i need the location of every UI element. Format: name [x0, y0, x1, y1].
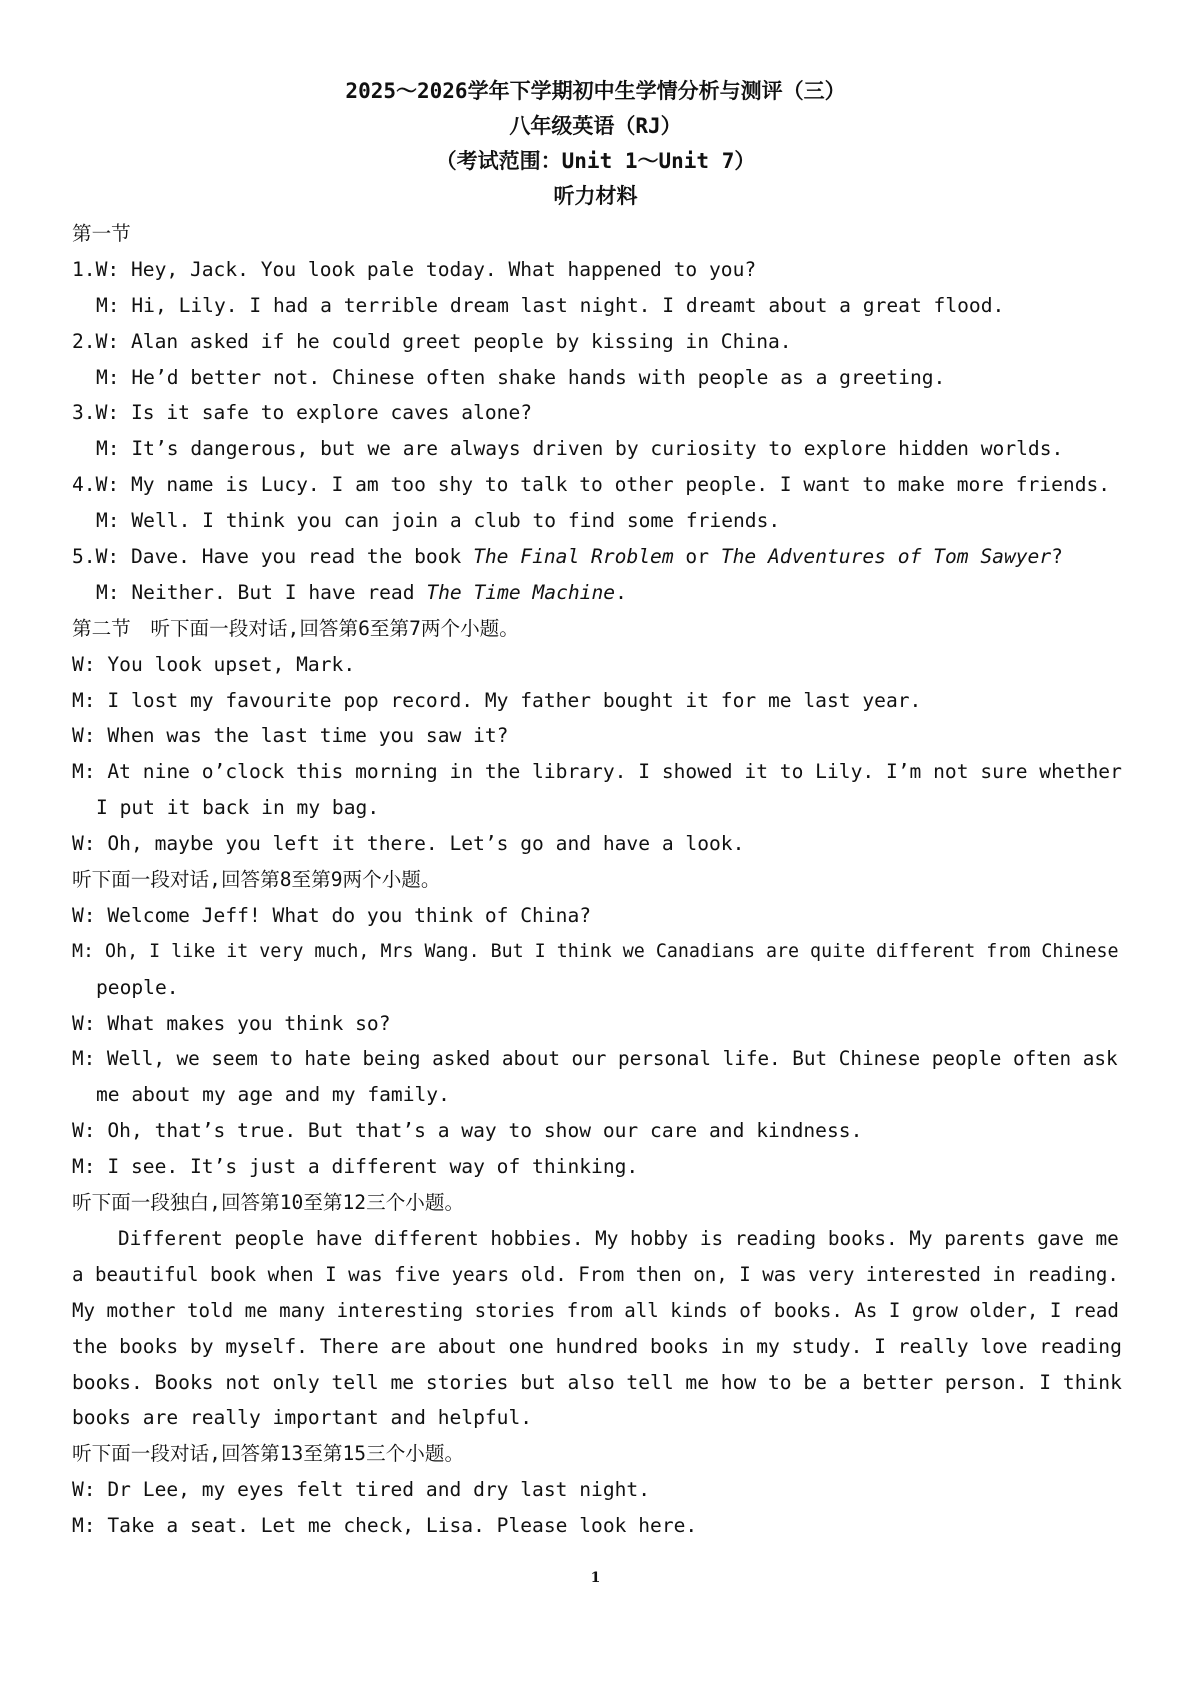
dialog-line: W: Oh, maybe you left it there. Let’s go and have a look. [72, 832, 745, 856]
q2-woman-line: 2.W: Alan asked if he could greet people by kissing in China. [72, 329, 792, 353]
dialog-line: M: Take a seat. Let me check, Lisa. Please look here. [72, 1514, 698, 1538]
monologue-line: books. Books not only tell me stories but also tell me how to be a better person. I think [72, 1370, 1122, 1394]
section-title: 听力材料 [553, 184, 638, 208]
dialog-line: W: Welcome Jeff! What do you think of China? [72, 903, 592, 927]
monologue-line: My mother told me many interesting stories from all kinds of books. As I grow older, I read [72, 1298, 1119, 1322]
monologue-line: books are really important and helpful. [72, 1406, 533, 1430]
q5-man-prefix: M: Neither. But I have read [96, 580, 427, 604]
dialog-line: W: You look upset, Mark. [72, 652, 356, 676]
dialog-line: I put it back in my bag. [96, 796, 380, 820]
monologue-line: Different people have different hobbies. My hobby is reading books. My parents gave me [118, 1226, 1119, 1250]
q5-woman-line [72, 539, 1124, 575]
monologue-heading: 听下面一段独白,回答第10至第12三个小题。 [72, 1191, 465, 1215]
monologue-line: a beautiful book when I was five years old. From then on, I was very interested in reading. [72, 1262, 1119, 1286]
book-title: The Adventures of Tom Sawyer [720, 545, 1052, 569]
q5-woman-prefix: 5.W: Dave. Have you read the book [72, 545, 474, 569]
dialog-line: W: Dr Lee, my eyes felt tired and dry last night. [72, 1478, 651, 1502]
dialog-line: W: What makes you think so? [72, 1011, 391, 1035]
dialog-line: M: Oh, I like it very much, Mrs Wang. But I think we Canadians are quite different from Chinese [72, 940, 1119, 962]
exam-title: 2025～2026学年下学期初中生学情分析与测评（三） [345, 79, 846, 103]
monologue-line: the books by myself. There are about one hundred books in my study. I really love reading [72, 1334, 1122, 1358]
q3-woman-line: 3.W: Is it safe to explore caves alone? [72, 401, 533, 425]
dialog-line: people. [96, 975, 179, 999]
q3-man-line: M: It’s dangerous, but we are always driven by curiosity to explore hidden worlds. [96, 437, 1064, 461]
section2-heading: 第二节 听下面一段对话,回答第6至第7两个小题。 [72, 616, 519, 640]
dialog-line: M: I see. It’s just a different way of thinking. [72, 1155, 639, 1179]
dialog-line: M: At nine o’clock this morning in the library. I showed it to Lily. I’m not sure whether [72, 760, 1122, 784]
q5-woman-suffix: ? [1051, 545, 1063, 569]
q5-woman-mid: or [673, 545, 721, 569]
q4-woman-line: 4.W: My name is Lucy. I am too shy to talk to other people. I want to make more friends. [72, 473, 1111, 497]
q2-man-line: M: He’d better not. Chinese often shake hands with people as a greeting. [96, 365, 946, 389]
dialog-line: me about my age and my family. [96, 1083, 450, 1107]
q5-man-suffix: . [615, 580, 627, 604]
section1-heading: 第一节 [72, 222, 131, 245]
dialog-line: W: When was the last time you saw it? [72, 724, 509, 748]
document-header [0, 74, 1191, 214]
dialog-line: W: Oh, that’s true. But that’s a way to show our care and kindness. [72, 1119, 863, 1143]
q4-man-line: M: Well. I think you can join a club to find some friends. [96, 509, 781, 533]
document-body [72, 216, 1124, 1544]
page-number: 1 [590, 1570, 601, 1586]
dialog2-heading: 听下面一段对话,回答第8至第9两个小题。 [72, 868, 441, 892]
dialog-line: M: Well, we seem to hate being asked about our personal life. But Chinese people often ask [72, 1047, 1118, 1071]
q5-man-line [72, 575, 1124, 611]
book-title: The Final Rroblem [473, 545, 674, 569]
subject-title: 八年级英语（RJ） [509, 114, 682, 138]
book-title: The Time Machine [426, 580, 616, 604]
dialog-line: M: I lost my favourite pop record. My father bought it for me last year. [72, 688, 922, 712]
q1-woman-line: 1.W: Hey, Jack. You look pale today. What happened to you? [72, 257, 757, 281]
q1-man-line: M: Hi, Lily. I had a terrible dream last night. I dreamt about a great flood. [96, 293, 1005, 317]
dialog3-heading: 听下面一段对话,回答第13至第15三个小题。 [72, 1442, 465, 1466]
exam-scope: （考试范围：Unit 1～Unit 7） [435, 149, 756, 173]
